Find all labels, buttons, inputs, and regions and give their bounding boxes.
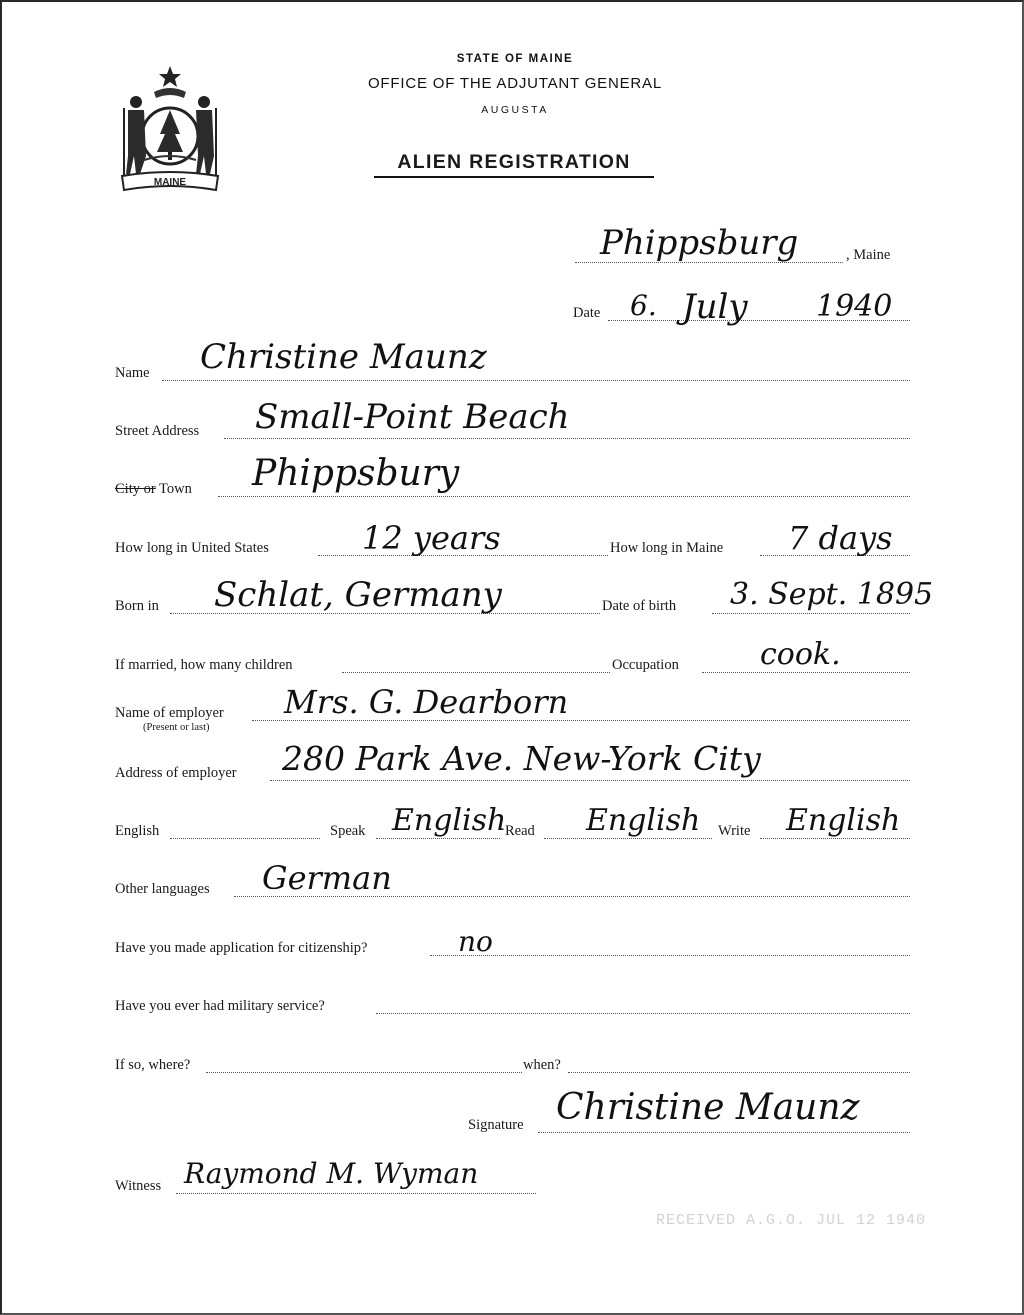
- years-us-value: 12 years: [362, 519, 501, 557]
- born-in-value: Schlat, Germany: [214, 575, 502, 615]
- read-line: [544, 838, 712, 839]
- military-line: [376, 1013, 910, 1014]
- date-of-birth-label: Date of birth: [602, 598, 677, 614]
- speak-line: [376, 838, 500, 839]
- town-value: Phippsbury: [252, 453, 460, 494]
- other-languages-label: Other languages: [115, 881, 210, 897]
- if-so-where-label: If so, where?: [115, 1057, 191, 1073]
- witness-label: Witness: [115, 1178, 162, 1194]
- when-line: [568, 1072, 910, 1073]
- citizenship-value: no: [458, 925, 493, 958]
- signature-line: [538, 1132, 910, 1133]
- maine-label: , Maine: [846, 247, 891, 263]
- city-struck-label: City or: [115, 481, 156, 497]
- born-in-label: Born in: [115, 598, 159, 614]
- name-line: [162, 380, 910, 381]
- employer-address-label: Address of employer: [115, 765, 237, 781]
- header-state: STATE OF MAINE: [456, 53, 574, 65]
- maine-state-seal: [118, 64, 222, 196]
- occupation-label: Occupation: [612, 657, 679, 673]
- when-label: when?: [523, 1057, 561, 1073]
- town-top-value: Phippsburg: [600, 223, 799, 263]
- town-line: [218, 496, 910, 497]
- days-maine-value: 7 days: [788, 519, 893, 557]
- citizenship-label: Have you made application for citizenship?: [115, 940, 368, 956]
- name-label: Name: [115, 365, 150, 381]
- date-of-birth-line: [712, 613, 910, 614]
- received-stamp: RECEIVED A.G.O. JUL 12 1940: [656, 1212, 927, 1229]
- header-city: AUGUSTA: [481, 104, 549, 116]
- street-address-label: Street Address: [115, 423, 200, 439]
- married-children-line: [342, 672, 610, 673]
- date-of-birth-value: 3. Sept. 1895: [730, 577, 934, 612]
- date-day: 6.: [630, 289, 657, 322]
- employer-address-line: [270, 780, 910, 781]
- read-label: Read: [505, 823, 535, 839]
- employer-note-label: (Present or last): [143, 722, 210, 733]
- employer-name-value: Mrs. G. Dearborn: [284, 683, 569, 721]
- occupation-value: cook.: [760, 637, 841, 672]
- date-label: Date: [573, 305, 601, 321]
- occupation-line: [702, 672, 910, 673]
- how-long-maine-label: How long in Maine: [610, 540, 724, 556]
- write-label: Write: [718, 823, 751, 839]
- street-address-line: [224, 438, 910, 439]
- witness-value: Raymond M. Wyman: [184, 1157, 479, 1190]
- form-title: ALIEN REGISTRATION: [374, 151, 654, 178]
- other-languages-value: German: [262, 859, 392, 897]
- speak-label: Speak: [330, 823, 366, 839]
- employer-name-label: Name of employer: [115, 705, 224, 721]
- english-line: [170, 838, 320, 839]
- signature-value: Christine Maunz: [556, 1087, 860, 1128]
- date-year: 1940: [816, 289, 893, 324]
- speak-value: English: [392, 803, 507, 838]
- date-month: July: [682, 287, 748, 327]
- signature-label: Signature: [468, 1117, 524, 1133]
- name-value: Christine Maunz: [200, 337, 487, 377]
- how-long-us-label: How long in United States: [115, 540, 269, 556]
- city-town-label: [115, 481, 192, 498]
- citizenship-line: [430, 955, 910, 956]
- write-line: [760, 838, 910, 839]
- header-office: OFFICE OF THE ADJUTANT GENERAL: [367, 75, 663, 92]
- english-label: English: [115, 823, 160, 839]
- street-address-value: Small-Point Beach: [255, 397, 570, 437]
- seal-banner-text: MAINE: [153, 177, 187, 188]
- write-value: English: [786, 803, 901, 838]
- town-label: Town: [155, 481, 192, 497]
- if-so-where-line: [206, 1072, 522, 1073]
- married-children-label: If married, how many children: [115, 657, 293, 673]
- witness-line: [176, 1193, 536, 1194]
- read-value: English: [586, 803, 701, 838]
- military-label: Have you ever had military service?: [115, 998, 325, 1014]
- employer-address-value: 280 Park Ave. New-York City: [282, 739, 761, 778]
